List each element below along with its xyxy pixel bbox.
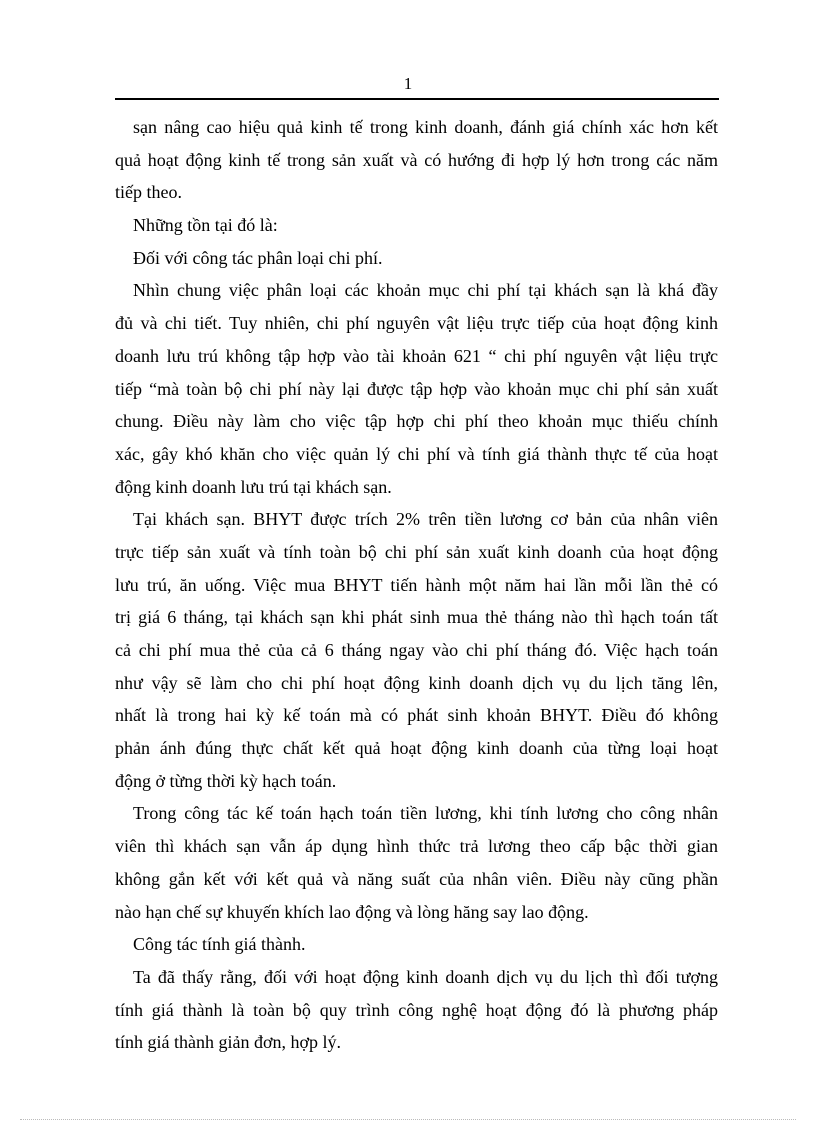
paragraph [115, 961, 718, 1059]
text-line: doanh lưu trú không tập hợp vào tài khoản 621 “ chi phí nguyên vật liệu trực [115, 345, 718, 366]
text-line: tiếp theo. [115, 182, 182, 203]
text-line: Công tác tính giá thành. [133, 934, 306, 955]
text-line: như vậy sẽ làm cho chi phí hoạt động kinh doanh dịch vụ du lịch tăng lên, [115, 672, 718, 693]
text-line: không gắn kết với kết quả và năng suất của nhân viên. Điều này cũng phần [115, 868, 718, 889]
document-body [115, 111, 718, 1059]
paragraph [115, 111, 718, 209]
text-line: động ở từng thời kỳ hạch toán. [115, 770, 337, 791]
text-line: Nhìn chung việc phân loại các khoản mục chi phí tại khách sạn là khá đầy [133, 280, 718, 301]
text-line: cả chi phí mua thẻ của cả 6 tháng ngay vào chi phí tháng đó. Việc hạch toán [115, 640, 718, 660]
text-line: Tại khách sạn. BHYT được trích 2% trên tiền lương cơ bản của nhân viên [133, 509, 718, 530]
text-line: trị giá 6 tháng, tại khách sạn khi phát sinh mua thẻ tháng nào thì hạch toán tất [115, 607, 718, 628]
text-line: Đối với công tác phân loại chi phí. [133, 247, 383, 268]
page-bottom-border [20, 1119, 796, 1120]
text-line: lưu trú, ăn uống. Việc mua BHYT tiến hành một năm hai lần mỗi lần thẻ có [115, 574, 718, 595]
text-line: nhất là trong hai kỳ kế toán mà có phát sinh khoản BHYT. Điều đó không [115, 705, 718, 726]
text-line: Trong công tác kế toán hạch toán tiền lương, khi tính lương cho công nhân [133, 803, 718, 824]
text-line: tính giá thành giản đơn, hợp lý. [115, 1032, 342, 1053]
paragraph [115, 209, 718, 242]
text-line: chung. Điều này làm cho việc tập hợp chi phí theo khoản mục thiếu chính [115, 411, 718, 432]
text-line: động kinh doanh lưu trú tại khách sạn. [115, 476, 392, 497]
text-line: quả hoạt động kinh tế trong sản xuất và có hướng đi hợp lý hơn trong các năm [115, 149, 718, 170]
header-rule [115, 98, 719, 100]
paragraph [115, 242, 718, 275]
paragraph [115, 503, 718, 797]
page-number: 1 [403, 74, 413, 93]
text-line: phản ánh đúng thực chất kết quả hoạt động kinh doanh của từng loại hoạt [115, 738, 718, 759]
paragraph [115, 797, 718, 928]
text-line: trực tiếp sản xuất và tính toàn bộ chi phí sản xuất kinh doanh của hoạt động [115, 541, 718, 562]
paragraph [115, 928, 718, 961]
text-line: Những tồn tại đó là: [133, 215, 278, 236]
text-line: đủ và chi tiết. Tuy nhiên, chi phí nguyên vật liệu trực tiếp của hoạt động kinh [115, 313, 718, 334]
text-line: nào hạn chế sự khuyến khích lao động và lòng hăng say lao động. [115, 901, 589, 922]
text-line: tiếp “mà toàn bộ chi phí này lại được tập hợp vào khoản mục chi phí sản xuất [115, 378, 718, 399]
text-line: sạn nâng cao hiệu quả kinh tế trong kinh doanh, đánh giá chính xác hơn kết [133, 117, 718, 137]
text-line: Ta đã thấy rằng, đối với hoạt động kinh doanh dịch vụ du lịch thì đối tượng [133, 966, 718, 987]
text-line: viên thì khách sạn vẫn áp dụng hình thức trả lương theo cấp bậc thời gian [115, 836, 718, 857]
paragraph [115, 274, 718, 503]
text-line: tính giá thành là toàn bộ quy trình công nghệ hoạt động đó là phương pháp [115, 999, 718, 1020]
text-line: xác, gây khó khăn cho việc quản lý chi phí và tính giá thành thực tế của hoạt [115, 443, 718, 464]
